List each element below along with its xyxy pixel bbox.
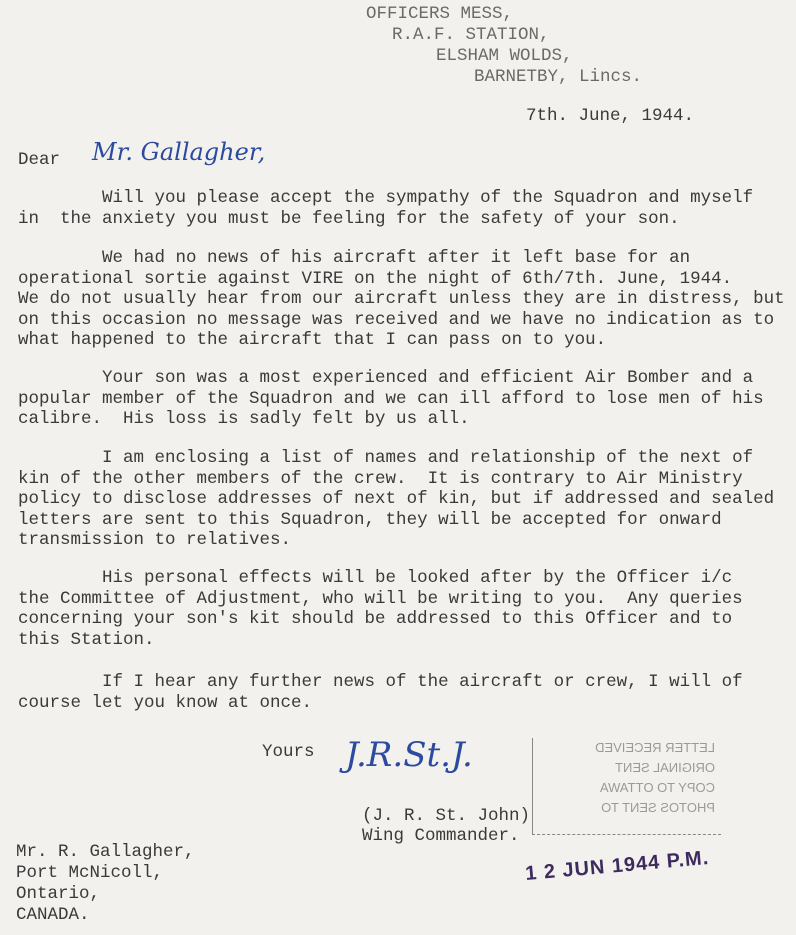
body-line: kin of the other members of the crew. It is contrary to Air Ministry	[18, 468, 743, 489]
body-line: what happened to the aircraft that I can pass on to you.	[18, 330, 607, 350]
stamp-line: ORIGINAL SENT	[615, 760, 715, 775]
letterhead-line: BARNETBY, Lincs.	[474, 67, 643, 87]
body-line: Will you please accept the sympathy of the Squadron and myself	[18, 188, 754, 208]
letterhead-line: R.A.F. STATION,	[392, 25, 550, 45]
body-line: concerning your son's kit should be addressed to this Officer and to	[18, 609, 733, 629]
body-line: We do not usually hear from our aircraft unless they are in distress, but	[18, 289, 785, 309]
signature: J.R.St.J.	[345, 735, 473, 775]
signature-name: (J. R. St. John)	[362, 806, 531, 826]
closing: Yours	[262, 742, 315, 762]
letterhead-line: ELSHAM WOLDS,	[436, 46, 573, 66]
body-line: transmission to relatives.	[18, 530, 292, 550]
salutation: Dear	[18, 150, 61, 170]
date-received-stamp: 1 2 JUN 1944 P.M.	[524, 847, 711, 886]
signature-title: Wing Commander.	[362, 826, 520, 846]
body-line: popular member of the Squadron and we can ill afford to lose men of his	[18, 388, 764, 409]
body-line: course let you know at once.	[18, 692, 313, 713]
body-line: letters are sent to this Squadron, they will be accepted for onward	[18, 509, 722, 530]
body-line: His personal effects will be looked after by the Officer i/c	[18, 568, 733, 588]
letterhead-line: OFFICERS MESS,	[366, 4, 514, 24]
body-line: in the anxiety you must be feeling for the safety of your son.	[18, 208, 680, 229]
recipient-line: Ontario,	[16, 884, 101, 904]
body-line: Your son was a most experienced and efficient Air Bomber and a	[18, 368, 754, 388]
body-line: the Committee of Adjustment, who will be writing to you. Any queries	[18, 588, 743, 609]
body-line: this Station.	[18, 629, 155, 650]
recipient-line: CANADA.	[16, 905, 90, 925]
body-line: on this occasion no message was received and we have no indication as to	[18, 309, 775, 330]
body-line: If I hear any further news of the aircraft or crew, I will of	[18, 672, 743, 692]
handwritten-salutation: Mr. Gallagher,	[92, 138, 266, 166]
recipient-line: Mr. R. Gallagher,	[16, 842, 195, 862]
body-line: policy to disclose addresses of next of kin, but if addressed and sealed	[18, 489, 775, 509]
body-line: operational sortie against VIRE on the night of 6th/7th. June, 1944.	[18, 268, 733, 289]
body-line: I am enclosing a list of names and relationship of the next of	[18, 448, 754, 468]
body-line: We had no news of his aircraft after it left base for an	[18, 248, 691, 268]
stamp-line: PHOTOS SENT TO	[601, 800, 715, 815]
body-line: calibre. His loss is sadly felt by us all.	[18, 409, 470, 429]
stamp-line: LETTER RECEIVED	[595, 740, 715, 755]
recipient-line: Port McNicoll,	[16, 863, 164, 883]
letter-date: 7th. June, 1944.	[526, 106, 695, 126]
stamp-line: COPY TO OTTAWA	[599, 780, 715, 795]
received-stamp-bleedthrough	[532, 738, 721, 835]
